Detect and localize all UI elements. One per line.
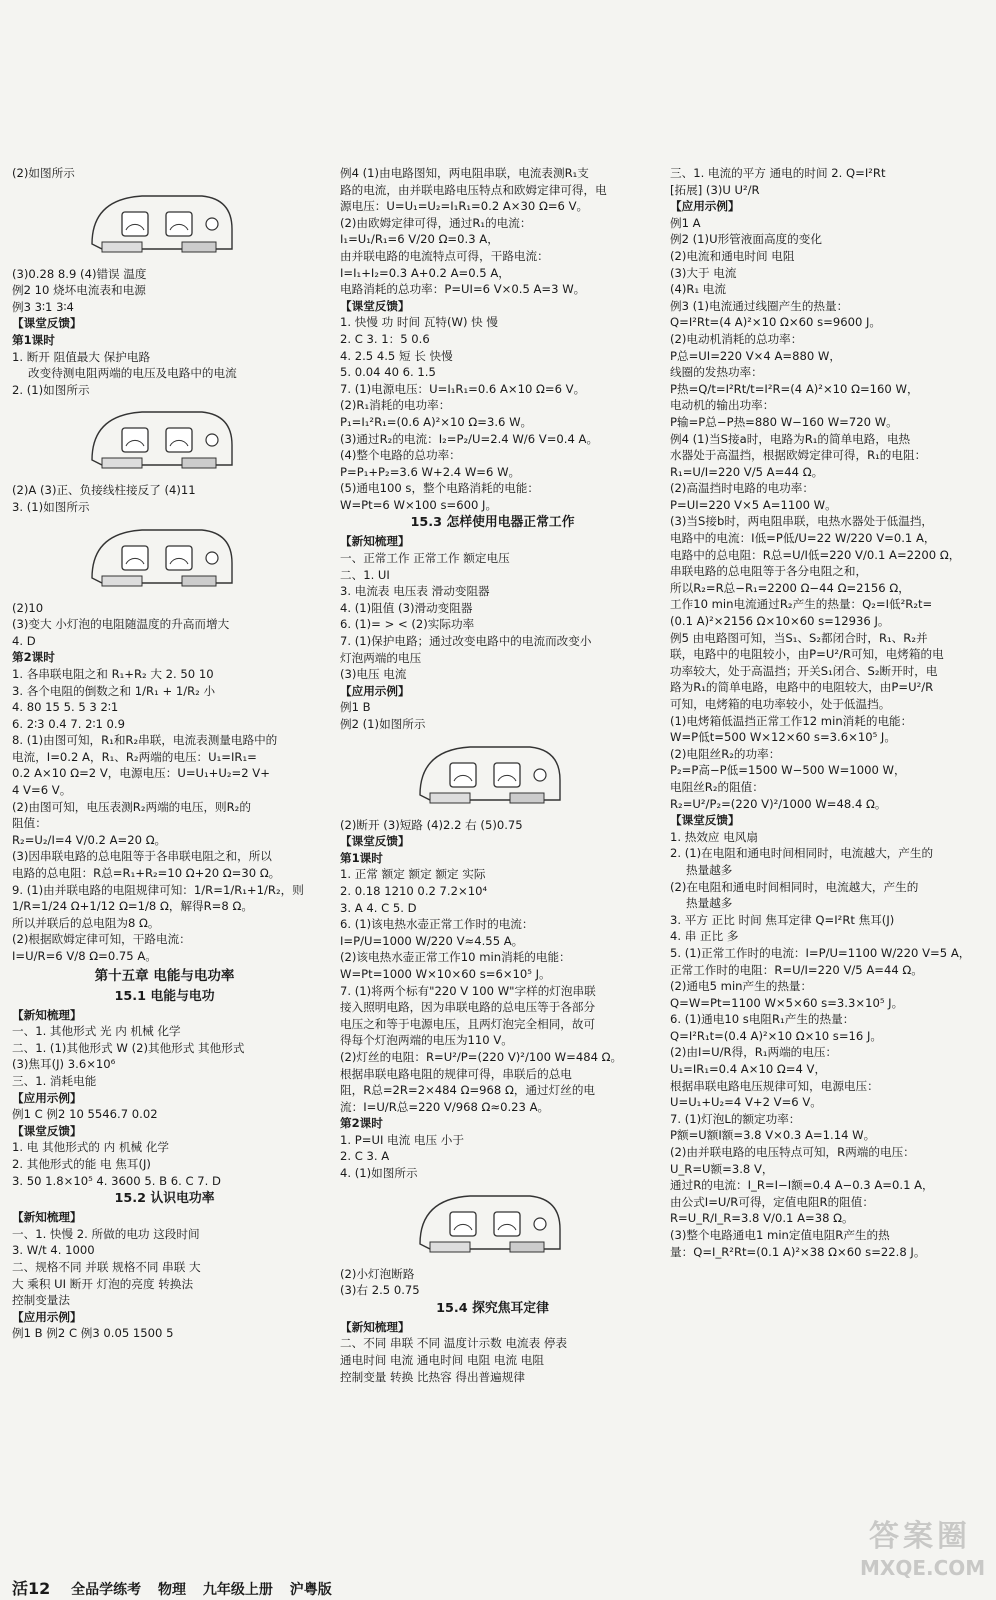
text-line: 三、1. 消耗电能	[12, 1073, 97, 1088]
text-line: 根据串联电路电阻的规律可得，串联后的总电	[340, 1066, 572, 1081]
text-line: 电路中的总电阻：R总=U/I低=220 V/0.1 A=2200 Ω，	[670, 547, 961, 562]
text-line: 7. (1)灯泡L的额定功率：	[670, 1111, 801, 1126]
text-line: (1)电烤箱低温挡正常工作12 min消耗的电能：	[670, 713, 913, 728]
text-line: P=P₁+P₂=3.6 W+2.4 W=6 W。	[340, 464, 521, 479]
text-line: 得每个灯泡两端的电压为110 V。	[340, 1033, 513, 1048]
book-series: 全品学练考	[71, 1582, 142, 1598]
text-line: (3)大于 电流	[670, 265, 737, 280]
subsection-label: 【课堂反馈】	[670, 813, 740, 828]
text-line: 1. 热效应 电风扇	[670, 829, 758, 844]
text-line: 1/R=1/24 Ω+1/12 Ω=1/8 Ω，解得R=8 Ω。	[12, 899, 253, 914]
circuit-figure-b	[82, 400, 242, 478]
text-line: 电压之和等于电源电压，且两灯泡完全相同，故可	[340, 1016, 596, 1031]
text-line: I=I₁+I₂=0.3 A+0.2 A=0.5 A，	[340, 265, 510, 280]
text-line: 2. C 3. 1：5 0.6	[340, 331, 430, 346]
text-line: (3)焦耳(J) 3.6×10⁶	[12, 1057, 116, 1072]
subsection-label: 【课堂反馈】	[12, 316, 82, 331]
watermark-url: MXQE.COM	[860, 1556, 986, 1580]
text-line: (2)由图可知，电压表测R₂两端的电压，则R₂的	[12, 799, 251, 814]
text-line: 二、规格不同 并联 规格不同 串联 大	[12, 1259, 201, 1274]
text-line: 7. (1)将两个标有"220 V 100 W"字样的灯泡串联	[340, 983, 596, 998]
text-line: 9. (1)由并联电路的电阻规律可知：1/R=1/R₁+1/R₂，则	[12, 882, 304, 897]
text-line: (2)10	[12, 600, 44, 615]
text-line: 例1 A	[670, 215, 701, 230]
text-line: (2)小灯泡断路	[340, 1266, 415, 1281]
subsection-label: 【课堂反馈】	[340, 298, 410, 313]
text-line: 4. 80 15 5. 5 3 2∶1	[12, 700, 119, 715]
subsection-label: 【新知梳理】	[340, 1319, 410, 1334]
circuit-figure-d	[410, 735, 570, 813]
text-line: Q=I²Rt=(4 A)²×10 Ω×60 s=9600 J。	[670, 315, 882, 330]
text-line: 根据串联电路电压规律可知，电源电压：	[670, 1078, 879, 1093]
text-line: (3)因串联电路的总电阻等于各串联电阻之和，所以	[12, 849, 272, 864]
text-line: 流：I=U/R总=220 V/968 Ω≈0.23 A。	[340, 1099, 550, 1114]
text-line: 通过R的电流：I_R=I−I额=0.4 A−0.3 A=0.1 A，	[670, 1178, 934, 1193]
text-line: P输=P总−P热=880 W−160 W=720 W。	[670, 414, 898, 429]
text-line: 阻值：	[12, 816, 47, 831]
text-line: 电路中的电流：I低=P低/U=22 W/220 V=0.1 A，	[670, 531, 936, 546]
text-line: 例4 (1)当S接a时，电路为R₁的简单电路，电热	[670, 431, 911, 446]
text-line: (2)R₁消耗的电功率：	[340, 398, 451, 413]
text-line: 2. 其他形式的能 电 焦耳(J)	[12, 1156, 151, 1171]
page-footer	[12, 1576, 344, 1599]
text-line: 可知，电烤箱的电功率较小，处于低温挡。	[670, 697, 891, 711]
text-line: 4. 2.5 4.5 短 长 快慢	[340, 348, 453, 363]
text-line: 串联电路的总电阻等于各分电阻之和，	[670, 564, 868, 579]
text-line: 控制变量 转换 比热容 得出普遍规律	[340, 1369, 525, 1384]
text-line: (2)由欧姆定律可得，通过R₁的电流：	[340, 215, 532, 230]
text-line: 例5 由电路图可知，当S₁、S₂都闭合时，R₁、R₂并	[670, 630, 928, 645]
text-line: 3. 平方 正比 时间 焦耳定律 Q=I²Rt 焦耳(J)	[670, 912, 895, 927]
text-line: P₁=I₁²R₁=(0.6 A)²×10 Ω=3.6 W。	[340, 414, 533, 429]
text-line: 4. (1)阻值 (3)滑动变阻器	[340, 600, 473, 615]
text-line: (5)通电100 s，整个电路消耗的电能：	[340, 481, 539, 496]
text-line: (2)断开 (3)短路 (4)2.2 右 (5)0.75	[340, 817, 523, 832]
text-line: P热=Q/t=I²Rt/t=I²R=(4 A)²×10 Ω=160 W，	[670, 381, 919, 396]
subsection-label: 【应用示例】	[12, 1090, 82, 1105]
text-line: Q=W=Pt=1100 W×5×60 s=3.3×10⁵ J。	[670, 995, 904, 1010]
text-line: 6. (1)该电热水壶正常工作时的电流：	[340, 917, 534, 932]
text-line: 例2 (1)U形管液面高度的变化	[670, 232, 822, 247]
text-line: (2)通电5 min产生的热量：	[670, 979, 813, 994]
text-line: 源电压：U=U₁=U₂=I₁R₁=0.2 A×30 Ω=6 V。	[340, 199, 589, 214]
text-line: (3)右 2.5 0.75	[340, 1283, 420, 1298]
text-line: 4. D	[12, 633, 36, 648]
text-line: 线圈的发热功率：	[670, 365, 763, 380]
circuit-figure-c	[82, 518, 242, 596]
text-line: 一、正常工作 正常工作 额定电压	[340, 551, 510, 566]
subsection-label: 【新知梳理】	[340, 534, 410, 549]
text-line: 例1 B 例2 C 例3 0.05 1500 5	[12, 1326, 174, 1341]
text-line: I=P/U=1000 W/220 V≈4.55 A。	[340, 933, 524, 948]
text-line: 6. (1)= > < (2)实际功率	[340, 617, 475, 632]
text-line: 6. 2∶3 0.4 7. 2∶1 0.9	[12, 716, 125, 731]
text-line: 例3 (1)电流通过线圈产生的热量：	[670, 298, 849, 313]
text-line: 2. C 3. A	[340, 1149, 390, 1164]
text-line: R₁=U/I=220 V/5 A=44 Ω。	[670, 464, 824, 479]
page-number: 活12	[12, 1579, 51, 1598]
text-line: 所以并联后的总电阻为8 Ω。	[12, 915, 160, 930]
text-line: (2)在电阻和通电时间相同时，电流越大，产生的	[670, 879, 919, 894]
text-line: 三、1. 电流的平方 通电的时间 2. Q=I²Rt	[670, 166, 886, 180]
text-line: P总=UI=220 V×4 A=880 W，	[670, 348, 841, 363]
subsection-label: 【新知梳理】	[12, 1007, 82, 1022]
text-line: 5. (1)正常工作时的电流：I=P/U=1100 W/220 V=5 A，	[670, 945, 971, 960]
text-line: (3)当S接b时，两电阻串联，电热水器处于低温挡，	[670, 514, 934, 529]
text-line: 阻，R总=2R=2×484 Ω=968 Ω，通过灯丝的电	[340, 1083, 596, 1098]
text-line: 3. (1)如图所示	[12, 499, 90, 514]
text-line: 水器处于高温挡，根据欧姆定律可得，R₁的电阻：	[670, 448, 927, 463]
text-line: 大 乘积 UI 断开 灯泡的亮度 转换法	[12, 1276, 194, 1291]
text-line: 功率较大，处于高温挡；开关S₁闭合、S₂断开时，电	[670, 663, 938, 678]
text-line: P=UI=220 V×5 A=1100 W。	[670, 497, 837, 512]
text-line: 3. W/t 4. 1000	[12, 1243, 95, 1258]
text-line: 0.2 A×10 Ω=2 V，电源电压：U=U₁+U₂=2 V+	[12, 766, 270, 781]
text-line: 电动机的输出功率：	[670, 398, 775, 413]
text-line: 例3 3∶1 3∶4	[12, 299, 74, 314]
text-line: R₂=U²/P₂=(220 V)²/1000 W=48.4 Ω。	[670, 796, 887, 811]
text-line: (2)由并联电路的电压特点可知，R两端的电压：	[670, 1145, 915, 1160]
text-line: 2. (1)如图所示	[12, 382, 90, 397]
text-line: U_R=U额=3.8 V，	[670, 1161, 774, 1176]
text-line: R₂=U₂/I=4 V/0.2 A=20 Ω。	[12, 832, 167, 847]
text-line: 一、1. 快慢 2. 所做的电功 这段时间	[12, 1226, 200, 1241]
text-line: 1. P=UI 电流 电压 小于	[340, 1132, 464, 1147]
text-line: 1. 快慢 功 时间 瓦特(W) 快 慢	[340, 315, 499, 330]
text-line: [拓展] (3)U U²/R	[670, 182, 760, 197]
text-line: 例2 (1)如图所示	[340, 717, 426, 731]
text-line: (4)R₁ 电流	[670, 282, 726, 297]
subsection-label: 第2课时	[12, 650, 55, 665]
book-subject: 物理	[158, 1582, 187, 1598]
text-line: 路的电流，由并联电路电压特点和欧姆定律可得，电	[340, 182, 607, 197]
text-line: 5. 0.04 40 6. 1.5	[340, 365, 436, 380]
text-line: 3. A 4. C 5. D	[340, 900, 417, 915]
section-title: 15.2 认识电功率	[114, 1191, 215, 1207]
book-grade: 九年级上册	[202, 1582, 273, 1598]
text-line: 通电时间 电流 通电时间 电阻 电流 电阻	[340, 1353, 544, 1368]
text-line: P额=U额I额=3.8 V×0.3 A=1.14 W。	[670, 1128, 876, 1143]
text-line: 接入照明电路，因为串联电路的总电压等于各部分	[340, 1000, 596, 1015]
text-line: 量：Q=I_R²Rt=(0.1 A)²×38 Ω×60 s=22.8 J。	[670, 1244, 926, 1259]
text-line: 8. (1)由图可知，R₁和R₂串联，电流表测量电路中的	[12, 733, 278, 748]
text-line: 控制变量法	[12, 1293, 70, 1308]
text-line: 由并联电路的电流特点可得，干路电流：	[340, 248, 549, 263]
text-line: 3. 各个电阻的倒数之和 1/R₁ + 1/R₂ 小	[12, 683, 216, 698]
text-line: 二、1. UI	[340, 567, 390, 582]
text-line: I=U/R=6 V/8 Ω=0.75 A。	[12, 949, 157, 963]
subsection-label: 【应用示例】	[670, 199, 740, 214]
text-line: (2)电流和通电时间 电阻	[670, 248, 795, 263]
text-line: 例1 C 例2 10 5546.7 0.02	[12, 1107, 158, 1122]
text-line: 7. (1)保护电路；通过改变电路中的电流而改变小	[340, 634, 592, 649]
text-line: W=P低t=500 W×12×60 s=3.6×10⁵ J。	[670, 730, 896, 745]
section-title: 15.3 怎样使用电器正常工作	[410, 515, 575, 531]
text-line: 所以R₂=R总−R₁=2200 Ω−44 Ω=2156 Ω，	[670, 580, 910, 595]
section-title: 15.4 探究焦耳定律	[436, 1300, 549, 1316]
text-line: (2)电动机消耗的总功率：	[670, 331, 803, 346]
watermark-text: 答案圈	[869, 1519, 971, 1554]
text-line: (2)如图所示	[12, 166, 75, 180]
chapter-title: 第十五章 电能与电功率	[94, 967, 235, 984]
text-line: 工作10 min电流通过R₂产生的热量：Q₂=I低²R₂t=	[670, 597, 933, 612]
text-line: 一、1. 其他形式 光 内 机械 化学	[12, 1024, 181, 1039]
text-line: 1. 电 其他形式的 内 机械 化学	[12, 1140, 170, 1155]
text-line: W=Pt=1000 W×10×60 s=6×10⁵ J。	[340, 966, 551, 981]
text-line: 1. 断开 阻值最大 保护电路	[12, 349, 151, 364]
text-line: 热量越多	[686, 896, 733, 911]
text-line: 4 V=6 V。	[12, 783, 72, 798]
subsection-label: 第1课时	[12, 332, 55, 347]
subsection-label: 【新知梳理】	[12, 1210, 82, 1225]
subsection-label: 【课堂反馈】	[12, 1123, 82, 1138]
text-line: Q=I²R₁t=(0.4 A)²×10 Ω×10 s=16 J。	[670, 1028, 882, 1043]
text-line: 热量越多	[686, 862, 733, 877]
subsection-label: 【应用示例】	[340, 683, 410, 698]
text-line: 电阻丝R₂的阻值：	[670, 779, 764, 794]
text-line: U₁=IR₁=0.4 A×10 Ω=4 V，	[670, 1062, 827, 1077]
text-line: 1. 正常 额定 额定 额定 实际	[340, 867, 486, 882]
text-line: (2)根据欧姆定律可知，干路电流：	[12, 932, 191, 947]
book-edition: 沪粤版	[289, 1582, 332, 1598]
text-line: 例1 B	[340, 700, 371, 715]
text-line: (2)灯丝的电阻：R=U²/P=(220 V)²/100 W=484 Ω。	[340, 1049, 623, 1064]
watermark-logo	[860, 1518, 986, 1588]
text-line: 3. 电流表 电压表 滑动变阻器	[340, 584, 490, 599]
text-line: (3)通过R₂的电流：I₂=P₂/U=2.4 W/6 V=0.4 A。	[340, 431, 599, 446]
text-line: 例4 (1)由电路图知，两电阻串联，电流表测R₁支	[340, 166, 589, 180]
text-line: 4. (1)如图所示	[340, 1166, 418, 1181]
subsection-label: 【应用示例】	[12, 1309, 82, 1324]
text-line: (4)整个电路的总功率：	[340, 448, 461, 463]
text-line: 2. (1)在电阻和通电时间相同时，电流越大，产生的	[670, 846, 934, 861]
text-line: (2)由I=U/R得，R₁两端的电压：	[670, 1045, 838, 1060]
text-line: 电路消耗的总功率：P=UI=6 V×0.5 A=3 W。	[340, 282, 586, 297]
text-line: 电路的总电阻：R总=R₁+R₂=10 Ω+20 Ω=30 Ω。	[12, 866, 281, 881]
text-line: (3)整个电路通电1 min定值电阻R产生的热	[670, 1228, 890, 1242]
text-line: 3. 50 1.8×10⁵ 4. 3600 5. B 6. C 7. D	[12, 1173, 221, 1188]
text-line: 二、1. (1)其他形式 W (2)其他形式 其他形式	[12, 1040, 245, 1055]
text-line: (3)变大 小灯泡的电阻随温度的升高而增大	[12, 617, 230, 632]
circuit-figure-a	[82, 184, 242, 262]
text-line: 6. (1)通电10 s电阻R₁产生的热量：	[670, 1012, 855, 1027]
column-middle	[340, 165, 645, 1385]
text-line: 联，电路中的电阻较小，由P=U²/R可知，电烤箱的电	[670, 647, 944, 662]
text-line: (3)电压 电流	[340, 667, 407, 682]
text-line: 1. 各串联电阻之和 R₁+R₂ 大 2. 50 10	[12, 666, 214, 681]
text-line: 路为R₁的简单电路，电路中的电阻较大，由P=U²/R	[670, 680, 934, 695]
text-line: 由公式I=U/R可得，定值电阻R的阻值：	[670, 1194, 874, 1209]
subsection-label: 【课堂反馈】	[340, 834, 410, 849]
text-line: (2)该电热水壶正常工作10 min消耗的电能：	[340, 950, 571, 965]
text-line: 灯泡两端的电压	[340, 650, 422, 665]
text-line: (2)A (3)正、负接线柱接反了 (4)11	[12, 483, 196, 498]
text-line: (3)0.28 8.9 (4)错误 温度	[12, 266, 147, 281]
subsection-label: 第2课时	[340, 1116, 383, 1131]
subsection-label: 第1课时	[340, 850, 383, 865]
text-line: 例2 10 烧坏电流表和电源	[12, 283, 146, 298]
text-line: 电流，I=0.2 A，R₁、R₂两端的电压：U₁=IR₁=	[12, 749, 257, 764]
text-line: 4. 串 正比 多	[670, 929, 739, 944]
text-line: 二、不同 串联 不同 温度计示数 电流表 停表	[340, 1336, 568, 1351]
text-line: R=U_R/I_R=3.8 V/0.1 A=38 Ω。	[670, 1211, 854, 1226]
column-right	[670, 165, 975, 1260]
text-line: (0.1 A)²×2156 Ω×10×60 s=12936 J。	[670, 614, 890, 629]
text-line: W=Pt=6 W×100 s=600 J。	[340, 497, 498, 512]
text-line: 改变待测电阻两端的电压及电路中的电流	[28, 366, 237, 381]
text-line: (2)高温挡时电路的电功率：	[670, 481, 814, 496]
text-line: I₁=U₁/R₁=6 V/20 Ω=0.3 A，	[340, 232, 499, 247]
text-line: 正常工作时的电阻：R=U/I=220 V/5 A=44 Ω。	[670, 962, 923, 977]
column-left	[12, 165, 317, 1342]
section-title: 15.1 电能与电功	[114, 988, 215, 1004]
text-line: P₂=P高−P低=1500 W−500 W=1000 W，	[670, 763, 906, 778]
circuit-figure-e	[410, 1184, 570, 1262]
text-line: U=U₁+U₂=4 V+2 V=6 V。	[670, 1095, 822, 1110]
text-line: (2)电阻丝R₂的功率：	[670, 746, 781, 761]
text-line: 2. 0.18 1210 0.2 7.2×10⁴	[340, 883, 488, 898]
text-line: 7. (1)电源电压：U=I₁R₁=0.6 A×10 Ω=6 V。	[340, 381, 586, 396]
